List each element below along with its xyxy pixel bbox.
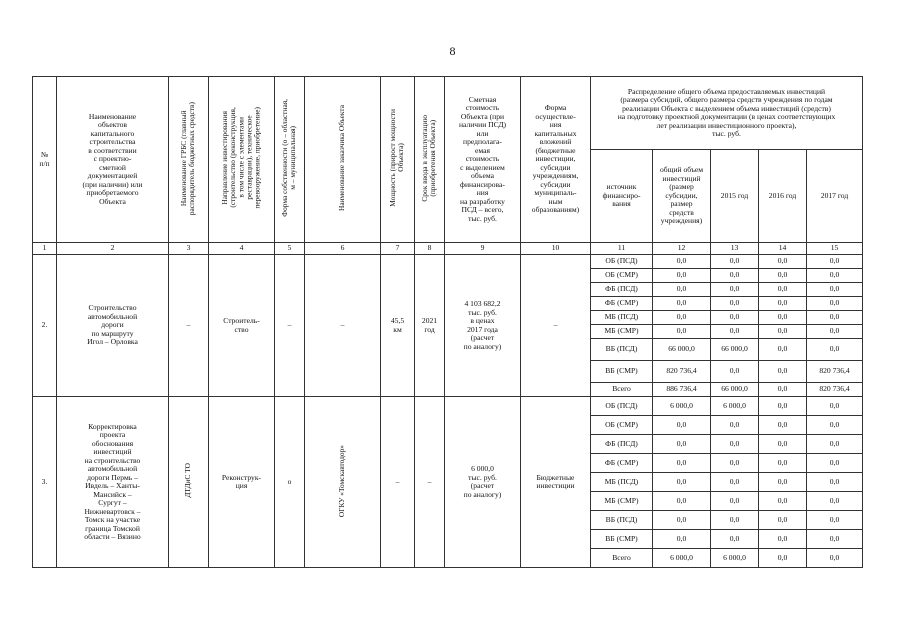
total-volume: 0,0 — [653, 530, 711, 549]
total-volume: 66 000,0 — [653, 339, 711, 361]
funding-source: МБ (СМР) — [591, 492, 653, 511]
funding-source: ФБ (ПСД) — [591, 283, 653, 297]
header-distribution: Распределение общего объема предоставляемых инвестиций (размера субсидий, общего размера средств учреждения по годам реализации Объекта с выделением объема инвестиций (средств) на подготовку проектной документации (в ценах соответствующих лет реализации инвестиционного проекта), тыс. руб. — [591, 77, 863, 150]
object-ownership: – — [275, 255, 305, 397]
total-volume: 6 000,0 — [653, 549, 711, 568]
year-2016-value: 0,0 — [759, 473, 807, 492]
funding-source: ФБ (ПСД) — [591, 435, 653, 454]
year-2015-value: 0,0 — [711, 416, 759, 435]
header-year-2016: 2016 год — [759, 150, 807, 243]
header-direction — [209, 77, 275, 243]
column-number-8: 8 — [415, 243, 445, 255]
column-number-9: 9 — [445, 243, 521, 255]
year-2016-value: 0,0 — [759, 530, 807, 549]
year-2015-value: 0,0 — [711, 530, 759, 549]
year-2016-value: 0,0 — [759, 549, 807, 568]
total-volume: 0,0 — [653, 473, 711, 492]
year-2015-value: 0,0 — [711, 255, 759, 269]
year-2015-value: 6 000,0 — [711, 397, 759, 416]
year-2015-value: 6 000,0 — [711, 549, 759, 568]
object-name: Корректировка проекта обоснования инвестиций на строительство автомобильной дороги Пермь – Ивдель – Ханты- Мансийск – Сургут – Нижневартовск – Томск на участке граница Томской области – Вязино — [57, 397, 169, 568]
year-2016-value: 0,0 — [759, 492, 807, 511]
header-total-volume: общий объем инвестиций (размер субсидии, размер средств учреждения) — [653, 150, 711, 243]
header-term-text: Срок ввода в эксплуатацию (приобретения Объекта) — [420, 114, 438, 202]
year-2016-value: 0,0 — [759, 435, 807, 454]
header-capacity-text: Мощность (прирост мощности Объекта) — [388, 109, 406, 208]
header-ownership-text: Форма собственности (о – областная, м – муниципальная) — [280, 99, 298, 218]
year-2016-value: 0,0 — [759, 511, 807, 530]
funding-source: МБ (СМР) — [591, 325, 653, 339]
header-term — [415, 77, 445, 243]
total-volume: 6 000,0 — [653, 397, 711, 416]
column-number-13: 13 — [711, 243, 759, 255]
year-2016-value: 0,0 — [759, 383, 807, 397]
object-grbs-text: ДТДиС ТО — [183, 463, 193, 499]
header-row-1 — [33, 77, 863, 150]
total-volume: 0,0 — [653, 311, 711, 325]
funding-source: ФБ (СМР) — [591, 454, 653, 473]
header-customer-text: Наименование заказчика Объекта — [337, 105, 347, 212]
year-2016-value: 0,0 — [759, 283, 807, 297]
column-number-row — [33, 243, 863, 255]
column-number-12: 12 — [653, 243, 711, 255]
funding-source: ВБ (СМР) — [591, 530, 653, 549]
year-2017-value: 0,0 — [807, 530, 863, 549]
object-ownership: о — [275, 397, 305, 568]
table-row — [33, 255, 863, 269]
object-investment-form: Бюджетные инвестиции — [521, 397, 591, 568]
year-2017-value: 0,0 — [807, 311, 863, 325]
total-volume: 0,0 — [653, 255, 711, 269]
column-number-5: 5 — [275, 243, 305, 255]
object-cost: 4 103 682,2 тыс. руб. в ценах 2017 года (расчет по аналогу) — [445, 255, 521, 397]
total-volume: 0,0 — [653, 297, 711, 311]
year-2016-value: 0,0 — [759, 454, 807, 473]
year-2017-value: 0,0 — [807, 297, 863, 311]
year-2017-value: 0,0 — [807, 454, 863, 473]
funding-source: Всего — [591, 383, 653, 397]
object-customer: – — [305, 255, 381, 397]
header-ownership — [275, 77, 305, 243]
year-2016-value: 0,0 — [759, 311, 807, 325]
object-direction: Строитель- ство — [209, 255, 275, 397]
funding-source: ОБ (СМР) — [591, 416, 653, 435]
year-2015-value: 0,0 — [711, 297, 759, 311]
year-2017-value: 0,0 — [807, 325, 863, 339]
year-2017-value: 0,0 — [807, 416, 863, 435]
column-number-7: 7 — [381, 243, 415, 255]
column-number-11: 11 — [591, 243, 653, 255]
funding-source: ОБ (СМР) — [591, 269, 653, 283]
year-2015-value: 66 000,0 — [711, 383, 759, 397]
year-2015-value: 0,0 — [711, 361, 759, 383]
year-2015-value: 0,0 — [711, 454, 759, 473]
column-number-15: 15 — [807, 243, 863, 255]
year-2015-value: 0,0 — [711, 473, 759, 492]
year-2017-value: 0,0 — [807, 549, 863, 568]
column-number-10: 10 — [521, 243, 591, 255]
object-capacity: 45,5 км — [381, 255, 415, 397]
year-2016-value: 0,0 — [759, 255, 807, 269]
year-2017-value: 0,0 — [807, 283, 863, 297]
header-capacity — [381, 77, 415, 243]
header-year-2017: 2017 год — [807, 150, 863, 243]
year-2016-value: 0,0 — [759, 416, 807, 435]
total-volume: 0,0 — [653, 416, 711, 435]
object-customer-text: ОГКУ «Томскавтодор» — [337, 444, 347, 517]
year-2017-value: 0,0 — [807, 397, 863, 416]
header-object-name: Наименование объектов капитального строительства в соответствии с проектно- сметной документацией (при наличии) или приобретаемого Объекта — [57, 77, 169, 243]
funding-source: МБ (ПСД) — [591, 473, 653, 492]
object-cost: 6 000,0 тыс. руб. (расчет по аналогу) — [445, 397, 521, 568]
header-source: источник финансиро- вания — [591, 150, 653, 243]
total-volume: 820 736,4 — [653, 361, 711, 383]
header-num: № п/п — [33, 77, 57, 243]
funding-source: МБ (ПСД) — [591, 311, 653, 325]
object-term: – — [415, 397, 445, 568]
year-2017-value: 0,0 — [807, 435, 863, 454]
year-2017-value: 0,0 — [807, 492, 863, 511]
year-2017-value: 0,0 — [807, 473, 863, 492]
year-2016-value: 0,0 — [759, 297, 807, 311]
header-direction-text: Направление инвестирования (строительство (реконструкция, в том числе с элементами реставрации), техническое перевооружение, приобретение) — [220, 107, 262, 210]
total-volume: 0,0 — [653, 511, 711, 530]
header-customer — [305, 77, 381, 243]
year-2016-value: 0,0 — [759, 361, 807, 383]
total-volume: 0,0 — [653, 454, 711, 473]
year-2017-value: 0,0 — [807, 339, 863, 361]
header-grbs-text: Наименование ГРБС (главный распорядитель бюджетных средств) — [179, 101, 197, 215]
header-estimated-cost: Сметная стоимость Объекта (при наличии ПСД) или предполага- емая стоимость с выделением объема финансирова- ния на разработку ПСД – всего, тыс. руб. — [445, 77, 521, 243]
column-number-1: 1 — [33, 243, 57, 255]
column-number-14: 14 — [759, 243, 807, 255]
year-2015-value: 0,0 — [711, 511, 759, 530]
year-2015-value: 0,0 — [711, 325, 759, 339]
column-number-3: 3 — [169, 243, 209, 255]
funding-source: ФБ (СМР) — [591, 297, 653, 311]
page-number: 8 — [449, 44, 456, 58]
investment-table — [32, 76, 863, 568]
year-2016-value: 0,0 — [759, 325, 807, 339]
total-volume: 886 736,4 — [653, 383, 711, 397]
funding-source: ВБ (СМР) — [591, 361, 653, 383]
year-2017-value: 0,0 — [807, 255, 863, 269]
total-volume: 0,0 — [653, 435, 711, 454]
object-number: 2. — [33, 255, 57, 397]
year-2017-value: 0,0 — [807, 511, 863, 530]
funding-source: ВБ (ПСД) — [591, 511, 653, 530]
object-term: 2021 год — [415, 255, 445, 397]
column-number-2: 2 — [57, 243, 169, 255]
object-grbs: – — [169, 255, 209, 397]
object-investment-form: – — [521, 255, 591, 397]
total-volume: 0,0 — [653, 325, 711, 339]
total-volume: 0,0 — [653, 269, 711, 283]
column-number-6: 6 — [305, 243, 381, 255]
total-volume: 0,0 — [653, 283, 711, 297]
year-2015-value: 66 000,0 — [711, 339, 759, 361]
year-2017-value: 0,0 — [807, 269, 863, 283]
object-grbs — [169, 397, 209, 568]
object-name: Строительство автомобильной дороги по маршруту Игол – Орловка — [57, 255, 169, 397]
object-capacity: – — [381, 397, 415, 568]
funding-source: ВБ (ПСД) — [591, 339, 653, 361]
year-2015-value: 0,0 — [711, 492, 759, 511]
year-2015-value: 0,0 — [711, 269, 759, 283]
header-year-2015: 2015 год — [711, 150, 759, 243]
year-2015-value: 0,0 — [711, 435, 759, 454]
object-customer — [305, 397, 381, 568]
column-number-4: 4 — [209, 243, 275, 255]
header-investment-form: Форма осуществле- ния капитальных вложений (бюджетные инвестиции, субсидии учреждениям, субсидии муниципаль- ным образованиям) — [521, 77, 591, 243]
year-2016-value: 0,0 — [759, 339, 807, 361]
year-2017-value: 820 736,4 — [807, 383, 863, 397]
year-2017-value: 820 736,4 — [807, 361, 863, 383]
year-2015-value: 0,0 — [711, 283, 759, 297]
total-volume: 0,0 — [653, 492, 711, 511]
object-number: 3. — [33, 397, 57, 568]
object-direction: Реконструк- ция — [209, 397, 275, 568]
funding-source: ОБ (ПСД) — [591, 397, 653, 416]
table-row — [33, 397, 863, 416]
funding-source: Всего — [591, 549, 653, 568]
header-grbs — [169, 77, 209, 243]
year-2016-value: 0,0 — [759, 397, 807, 416]
year-2015-value: 0,0 — [711, 311, 759, 325]
year-2016-value: 0,0 — [759, 269, 807, 283]
funding-source: ОБ (ПСД) — [591, 255, 653, 269]
